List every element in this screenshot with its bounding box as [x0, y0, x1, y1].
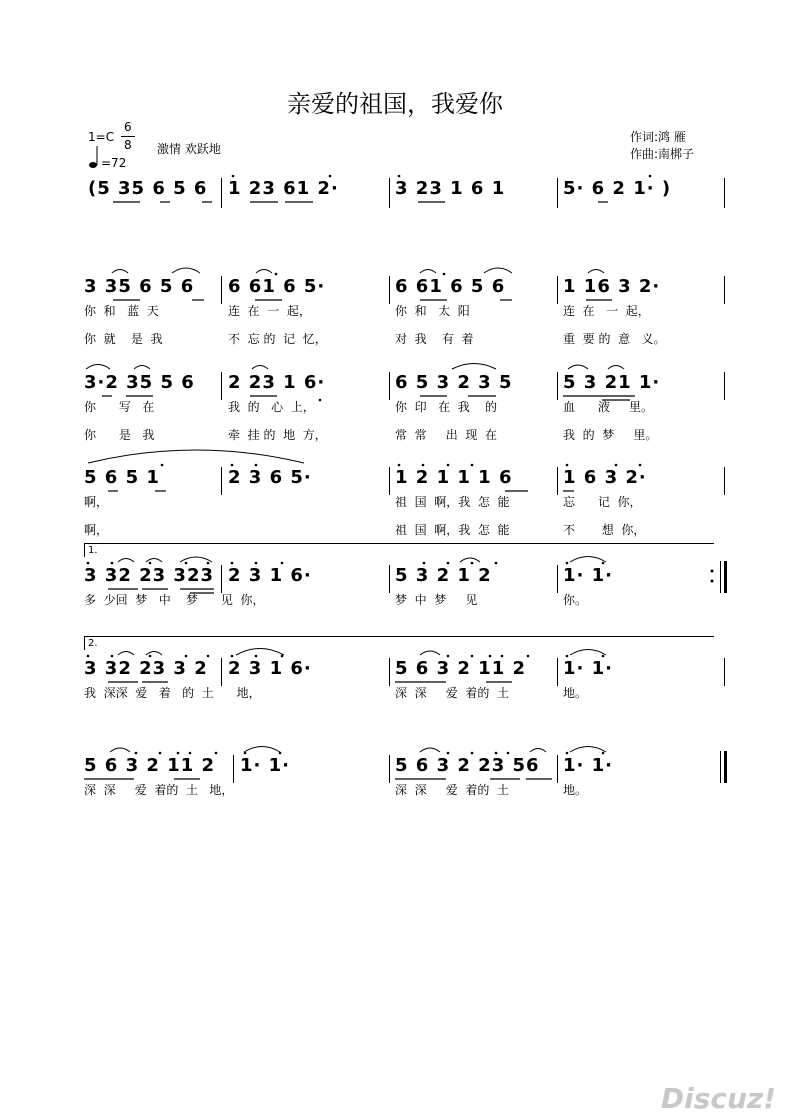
measure-notes: 5 6 3 2 23 56	[395, 755, 540, 776]
measure-notes: (5 35 6 5 6	[88, 178, 208, 199]
lyric-line-1: 血 液 里。	[563, 400, 653, 414]
lyric-line-1: 你 写 在	[84, 400, 155, 414]
lyric-line-1: 深 深 爱 着的 土	[395, 686, 509, 700]
measure-notes: 1· 1·	[240, 755, 290, 776]
measure-notes: 1 6 3 2·	[563, 467, 647, 488]
lyric-line-2: 啊，	[84, 523, 109, 537]
lyric-line-1: 你。	[563, 593, 588, 607]
lyric-line-1: 地。	[563, 686, 588, 700]
lyric-line-1: 啊，	[84, 495, 109, 509]
measure-notes: 5 6 3 2 11 2	[395, 658, 527, 679]
volta-number: 1.	[88, 545, 98, 556]
measure-notes: 3 32 23 3 2	[84, 658, 208, 679]
lyric-line-2: 牵 挂 的 地 方，	[228, 428, 327, 442]
measure-notes: 6 5 3 2 3 5	[395, 372, 513, 393]
lyric-line-2: 重 要 的 意 义。	[563, 332, 666, 346]
song-title: 亲爱的祖国，我爱你	[287, 90, 503, 118]
lyric-line-2: 祖 国 啊，我 怎 能	[395, 523, 510, 537]
measure-notes: 1 16 3 2·	[563, 276, 661, 297]
quarter-note-icon	[86, 142, 106, 172]
measure-notes: 3 23 1 6 1	[395, 178, 506, 199]
volta-bracket	[84, 636, 714, 637]
time-signature-line	[121, 136, 135, 137]
time-signature-top: 6	[124, 120, 132, 134]
lyric-line-1: 连 在 一 起，	[228, 304, 311, 318]
tempo-marking: =72	[101, 156, 127, 170]
lyric-line-1: 我 深深 爱 着 的 土 地，	[84, 686, 261, 700]
time-signature-bottom: 8	[124, 138, 132, 152]
measure-notes: 1 23 61 2·	[228, 178, 339, 199]
lyric-line-1: 深 深 爱 着的 土	[395, 783, 509, 797]
measure-notes: 2 3 1 6·	[228, 565, 312, 586]
lyric-line-1: 深 深 爱 着的 土 地，	[84, 783, 234, 797]
lyric-line-1: 地。	[563, 783, 588, 797]
measure-notes: 2 23 1 6·	[228, 372, 326, 393]
measure-notes: 2 3 6 5·	[228, 467, 312, 488]
measure-notes: 6 61 6 5 6	[395, 276, 506, 297]
lyric-line-1: 连 在 一 起，	[563, 304, 650, 318]
volta-number: 2.	[88, 638, 98, 649]
lyric-line-2: 不 想 你，	[563, 523, 646, 537]
measure-notes: 2 3 1 6·	[228, 658, 312, 679]
mood-marking: 激情 欢跃地	[157, 142, 221, 156]
measure-notes: 5 6 3 2 11 2	[84, 755, 216, 776]
measure-notes: 1· 1·	[563, 565, 613, 586]
lyric-line-1: 祖 国 啊，我 怎 能	[395, 495, 510, 509]
measure-notes: 1· 1·	[563, 658, 613, 679]
measure-notes: 6 61 6 5·	[228, 276, 326, 297]
lyricist: 作词:鸿 雁	[630, 130, 686, 144]
lyric-line-2: 不 忘 的 记 忆，	[228, 332, 327, 346]
lyric-line-2: 你 是 我	[84, 428, 155, 442]
measure-notes: 5 3 2 1 2	[395, 565, 492, 586]
measure-notes: 5 3 21 1·	[563, 372, 661, 393]
lyric-line-2: 我 的 梦 里。	[563, 428, 658, 442]
measure-notes: 5· 6 2 1· )	[563, 178, 672, 199]
measure-notes: 3·2 35 5 6	[84, 372, 195, 393]
lyric-line-1: 梦 中 梦 见	[395, 593, 478, 607]
measure-notes: 1 2 1 1 1 6	[395, 467, 513, 488]
lyric-line-1: 你 和 太 阳	[395, 304, 470, 318]
measure-notes: 5 6 5 1	[84, 467, 160, 488]
measure-notes: 1· 1·	[563, 755, 613, 776]
lyric-line-2: 对 我 有 着	[395, 332, 474, 346]
volta-bracket	[84, 543, 714, 544]
key-signature: 1=C	[88, 130, 115, 144]
composer: 作曲:南梆子	[630, 147, 695, 161]
lyric-line-1: 忘 记 你，	[563, 495, 642, 509]
measure-notes: 3 32 23 323	[84, 565, 214, 586]
volta-bracket-end	[84, 543, 85, 557]
lyric-line-1: 你 和 蓝 天	[84, 304, 159, 318]
measure-notes: 3 35 6 5 6	[84, 276, 195, 297]
watermark-logo: Discuz!	[660, 1082, 776, 1115]
lyric-line-2: 常 常 出 现 在	[395, 428, 497, 442]
lyric-line-1: 多 少回 梦 中 梦 见 你，	[84, 593, 265, 607]
volta-bracket-end	[84, 636, 85, 650]
lyric-line-2: 你 就 是 我	[84, 332, 163, 346]
lyric-line-1: 你 印 在 我 的	[395, 400, 497, 414]
notation-marks	[0, 178, 790, 218]
lyric-line-1: 我 的 心 上，	[228, 400, 315, 414]
